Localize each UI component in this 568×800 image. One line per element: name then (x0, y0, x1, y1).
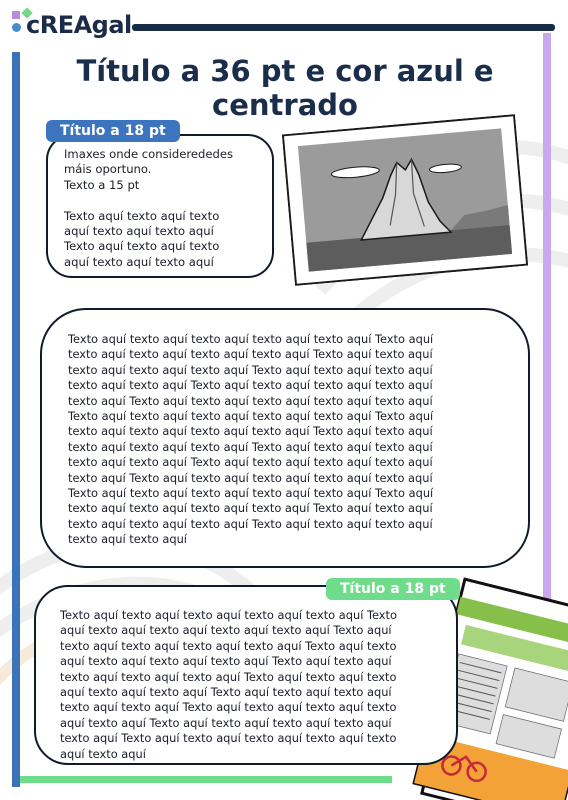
box-bottom-text: Texto aquí texto aquí texto aquí texto aquí texto aquí Texto aquí texto aquí texto aquí texto aquí texto aquí Texto aquí texto aquí texto aquí texto aquí texto aquí Texto aquí texto aquí texto aquí texto aquí texto aquí Texto aquí texto aquí texto aquí texto aquí texto aquí Texto aquí texto aquí texto aquí texto aquí texto aquí Texto aquí texto aquí texto aquí texto aquí texto aquí Texto aquí texto aquí texto aquí texto aquí texto aquí Texto aquí texto aquí texto aquí texto aquí texto aquí Texto aquí texto aquí texto aquí texto aquí texto aquí texto aquí (60, 608, 397, 761)
page-title: Título a 36 pt e cor azul e centrado (76, 54, 494, 122)
logo-square-purple (12, 11, 20, 19)
section-tag-green: Título a 18 pt (326, 578, 460, 600)
section-tag-blue: Título a 18 pt (46, 120, 180, 142)
left-frame-bar (12, 52, 20, 787)
logo-dot-blue (12, 23, 21, 32)
box-large-text: Texto aquí texto aquí texto aquí texto aquí texto aquí Texto aquí texto aquí texto aquí texto aquí texto aquí Texto aquí texto aquí texto aquí texto aquí texto aquí Texto aquí texto aquí texto aquí texto aquí texto aquí Texto aquí texto aquí texto aquí texto aquí texto aquí Texto aquí texto aquí texto aquí texto aquí texto aquí Texto aquí texto aquí texto aquí texto aquí texto aquí Texto aquí texto aquí texto aquí texto aquí texto aquí Texto aquí texto aquí texto aquí texto aquí texto aquí Texto aquí texto aquí texto aquí texto aquí texto aquí Texto aquí texto aquí texto aquí texto aquí texto aquí Texto aquí texto aquí texto aquí texto aquí texto aquí Texto aquí texto aquí texto aquí texto aquí texto aquí Texto aquí texto aquí texto aquí texto aquí texto aquí Texto aquí texto aquí texto aquí texto aquí texto aquí Texto aquí texto aquí texto aquí texto aquí texto aquí (68, 332, 434, 547)
box-small-text: Imaxes onde considerededes máis oportuno. Texto a 15 pt Texto aquí texto aquí texto aquí texto aquí texto aquí Texto aquí texto aquí texto aquí texto aquí texto aquí (64, 147, 234, 269)
creagal-logo (11, 10, 131, 46)
bottom-frame-bar (20, 776, 392, 783)
top-divider-bar (132, 24, 555, 31)
right-frame-bar (543, 33, 551, 608)
mountain-photo-icon (282, 114, 528, 286)
logo-text: cREAgal (26, 11, 132, 39)
